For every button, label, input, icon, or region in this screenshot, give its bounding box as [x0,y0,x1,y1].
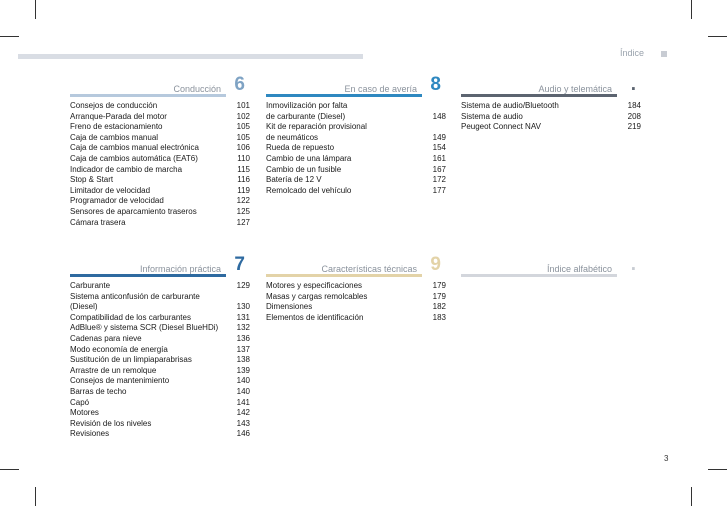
toc-entry-page: 110 [237,153,250,163]
toc-entry-label: Arrastre de un remolque [70,365,157,375]
section-title: En caso de avería [344,84,417,94]
section-bar [266,94,422,97]
section-number: . [630,254,636,275]
toc-entry-page: 127 [236,217,250,227]
toc-entry-label: Barras de techo [70,386,127,396]
toc-entry[interactable] [70,196,250,207]
section-title: Características técnicas [321,264,417,274]
toc-entry-label: Cadenas para nieve [70,333,142,343]
toc-entry-page: 105 [236,132,250,142]
toc-entry-label: Limitador de velocidad [70,185,151,195]
item-list [461,101,641,133]
toc-entry-page: 140 [236,386,250,396]
toc-entry[interactable] [70,313,250,324]
toc-entry-page: 125 [236,206,250,216]
toc-entry-page: 129 [236,281,250,290]
toc-entry[interactable] [70,165,250,176]
toc-entry-label: Sistema anticonfusión de carburante (Diesel) [70,291,200,312]
section-number: . [630,74,636,95]
section-averia [266,74,446,196]
toc-entry[interactable] [266,313,446,324]
crop-mark [35,0,36,19]
crop-mark [35,487,36,506]
toc-entry-label: AdBlue® y sistema SCR (Diesel BlueHDi) [70,323,219,333]
toc-entry-label: Stop & Start [70,175,114,185]
toc-entry-label: Caja de cambios manual electrónica [70,143,199,153]
toc-entry-label: Revisión de los niveles [70,418,152,428]
toc-entry-page: 179 [432,281,446,290]
toc-entry-page: 131 [236,312,250,322]
toc-entry-label: Cambio de un fusible [266,164,342,174]
toc-entry[interactable] [70,355,250,366]
section-bar [461,274,617,277]
toc-entry-label: Programador de velocidad [70,196,164,206]
toc-entry[interactable] [266,186,446,197]
crop-mark [691,0,692,19]
toc-entry-page: 139 [236,365,250,375]
toc-entry-page: 142 [236,408,250,418]
toc-entry-label: Caja de cambios automática (EAT6) [70,153,198,163]
crop-mark [708,469,727,470]
toc-entry-page: 167 [432,164,446,174]
toc-entry-label: Consejos de conducción [70,101,158,110]
item-list [70,101,250,228]
toc-entry-page: 148 [432,111,446,121]
toc-entry[interactable] [70,154,250,165]
toc-entry[interactable] [70,345,250,356]
crop-mark [0,469,19,470]
toc-entry[interactable] [70,186,250,197]
toc-entry[interactable] [70,419,250,430]
toc-entry-label: Dimensiones [266,302,313,312]
section-title: Conducción [173,84,221,94]
toc-entry[interactable] [70,292,250,313]
section-title: Índice alfabético [546,264,612,274]
toc-entry-page: 122 [236,196,250,206]
crop-mark [691,487,692,506]
header-bar [18,54,363,59]
toc-entry[interactable] [266,165,446,176]
index-label: Índice [619,48,644,58]
toc-entry-label: Caja de cambios manual [70,132,159,142]
item-list [266,281,446,323]
item-list [266,101,446,196]
toc-entry-label: Revisiones [70,429,110,439]
toc-entry[interactable] [70,376,250,387]
toc-entry[interactable] [461,122,641,133]
toc-entry[interactable] [70,122,250,133]
toc-entry[interactable] [70,101,250,112]
toc-entry-page: 140 [236,376,250,386]
toc-entry-page: 101 [236,101,250,110]
section-number: 7 [234,254,245,275]
toc-entry-page: 143 [236,418,250,428]
toc-entry-label: Motores y especificaciones [266,281,363,290]
section-bar [70,274,226,277]
toc-entry-page: 130 [236,302,250,312]
toc-entry-label: Kit de reparación provisional de neumáticos [266,122,367,142]
toc-entry[interactable] [70,387,250,398]
toc-entry[interactable] [266,292,446,303]
toc-entry-label: Carburante [70,281,111,290]
toc-entry-page: 132 [236,323,250,333]
toc-entry-page: 172 [432,175,446,185]
toc-entry-page: 116 [237,175,250,185]
toc-entry-label: Indicador de cambio de marcha [70,164,183,174]
toc-entry-label: Sistema de audio [461,111,523,121]
toc-entry-page: 137 [236,344,250,354]
toc-entry-page: 182 [432,302,446,312]
toc-entry[interactable] [70,133,250,144]
toc-entry-label: Freno de estacionamiento [70,122,163,132]
toc-entry-label: Elementos de identificación [266,312,364,322]
toc-entry-label: Masas y cargas remolcables [266,291,368,301]
toc-entry[interactable] [70,112,250,123]
toc-entry[interactable] [266,143,446,154]
section-conduccion [70,74,250,228]
toc-entry-page: 146 [236,429,250,439]
toc-entry-page: 219 [627,122,641,132]
toc-entry-label: Capó [70,397,90,407]
section-title: Audio y telemática [538,84,612,94]
toc-entry[interactable] [461,101,641,112]
toc-entry[interactable] [70,366,250,377]
toc-entry[interactable] [70,207,250,218]
toc-entry-page: 161 [432,153,446,163]
toc-entry-label: Cambio de una lámpara [266,153,352,163]
toc-entry-label: Cámara trasera [70,217,126,227]
toc-entry[interactable] [266,101,446,122]
section-bar [70,94,226,97]
toc-entry[interactable] [70,408,250,419]
item-list [70,281,250,440]
toc-entry-page: 105 [236,122,250,132]
section-caracteristicas [266,254,446,323]
toc-entry-label: Batería de 12 V [266,175,322,185]
toc-entry-page: 177 [432,185,446,195]
section-number: 9 [430,254,441,275]
section-audio [461,74,641,133]
toc-entry-label: Compatibilidad de los carburantes [70,312,191,322]
section-title: Información práctica [139,264,221,274]
section-info-practica [70,254,250,440]
toc-entry-label: Sustitución de un limpiaparabrisas [70,355,192,365]
toc-entry-label: Rueda de repuesto [266,143,335,153]
section-number: 6 [234,74,245,95]
toc-entry-page: 141 [236,397,250,407]
toc-entry[interactable] [266,281,446,292]
section-alfabetico [461,254,641,281]
toc-entry-label: Peugeot Connect NAV [461,122,541,132]
toc-entry[interactable] [70,175,250,186]
toc-entry-page: 184 [627,101,641,110]
toc-entry[interactable] [266,122,446,143]
toc-entry[interactable] [70,323,250,334]
toc-entry[interactable] [70,429,250,440]
toc-entry-label: Consejos de mantenimiento [70,376,170,386]
page-number: 3 [664,454,669,463]
toc-entry-label: Remolcado del vehículo [266,185,352,195]
index-square-icon [661,51,667,57]
section-bar [461,94,617,97]
toc-entry-label: Inmovilización por falta de carburante (Diesel) [266,101,348,121]
toc-entry[interactable] [461,112,641,123]
toc-entry[interactable] [70,334,250,345]
toc-entry[interactable] [266,154,446,165]
toc-entry-page: 154 [432,143,446,153]
toc-entry-page: 136 [236,333,250,343]
section-number: 8 [430,74,441,95]
toc-entry-page: 179 [432,291,446,301]
toc-entry-page: 149 [432,132,446,142]
toc-entry-page: 119 [237,185,250,195]
toc-entry-label: Motores [70,408,99,418]
toc-entry-label: Sistema de audio/Bluetooth [461,101,559,110]
toc-entry[interactable] [70,218,250,229]
toc-entry[interactable] [266,175,446,186]
toc-entry-label: Sensores de aparcamiento traseros [70,206,197,216]
toc-entry[interactable] [70,281,250,292]
crop-mark [0,36,19,37]
toc-entry[interactable] [70,143,250,154]
toc-entry-page: 183 [432,312,446,322]
toc-entry[interactable] [266,302,446,313]
toc-entry-page: 208 [627,111,641,121]
toc-entry[interactable] [70,398,250,409]
toc-entry-page: 115 [237,164,250,174]
section-bar [266,274,422,277]
toc-entry-label: Modo economía de energía [70,344,168,354]
toc-entry-page: 138 [236,355,250,365]
toc-entry-page: 106 [236,143,250,153]
crop-mark [708,36,727,37]
toc-entry-label: Arranque-Parada del motor [70,111,167,121]
toc-entry-page: 102 [236,111,250,121]
